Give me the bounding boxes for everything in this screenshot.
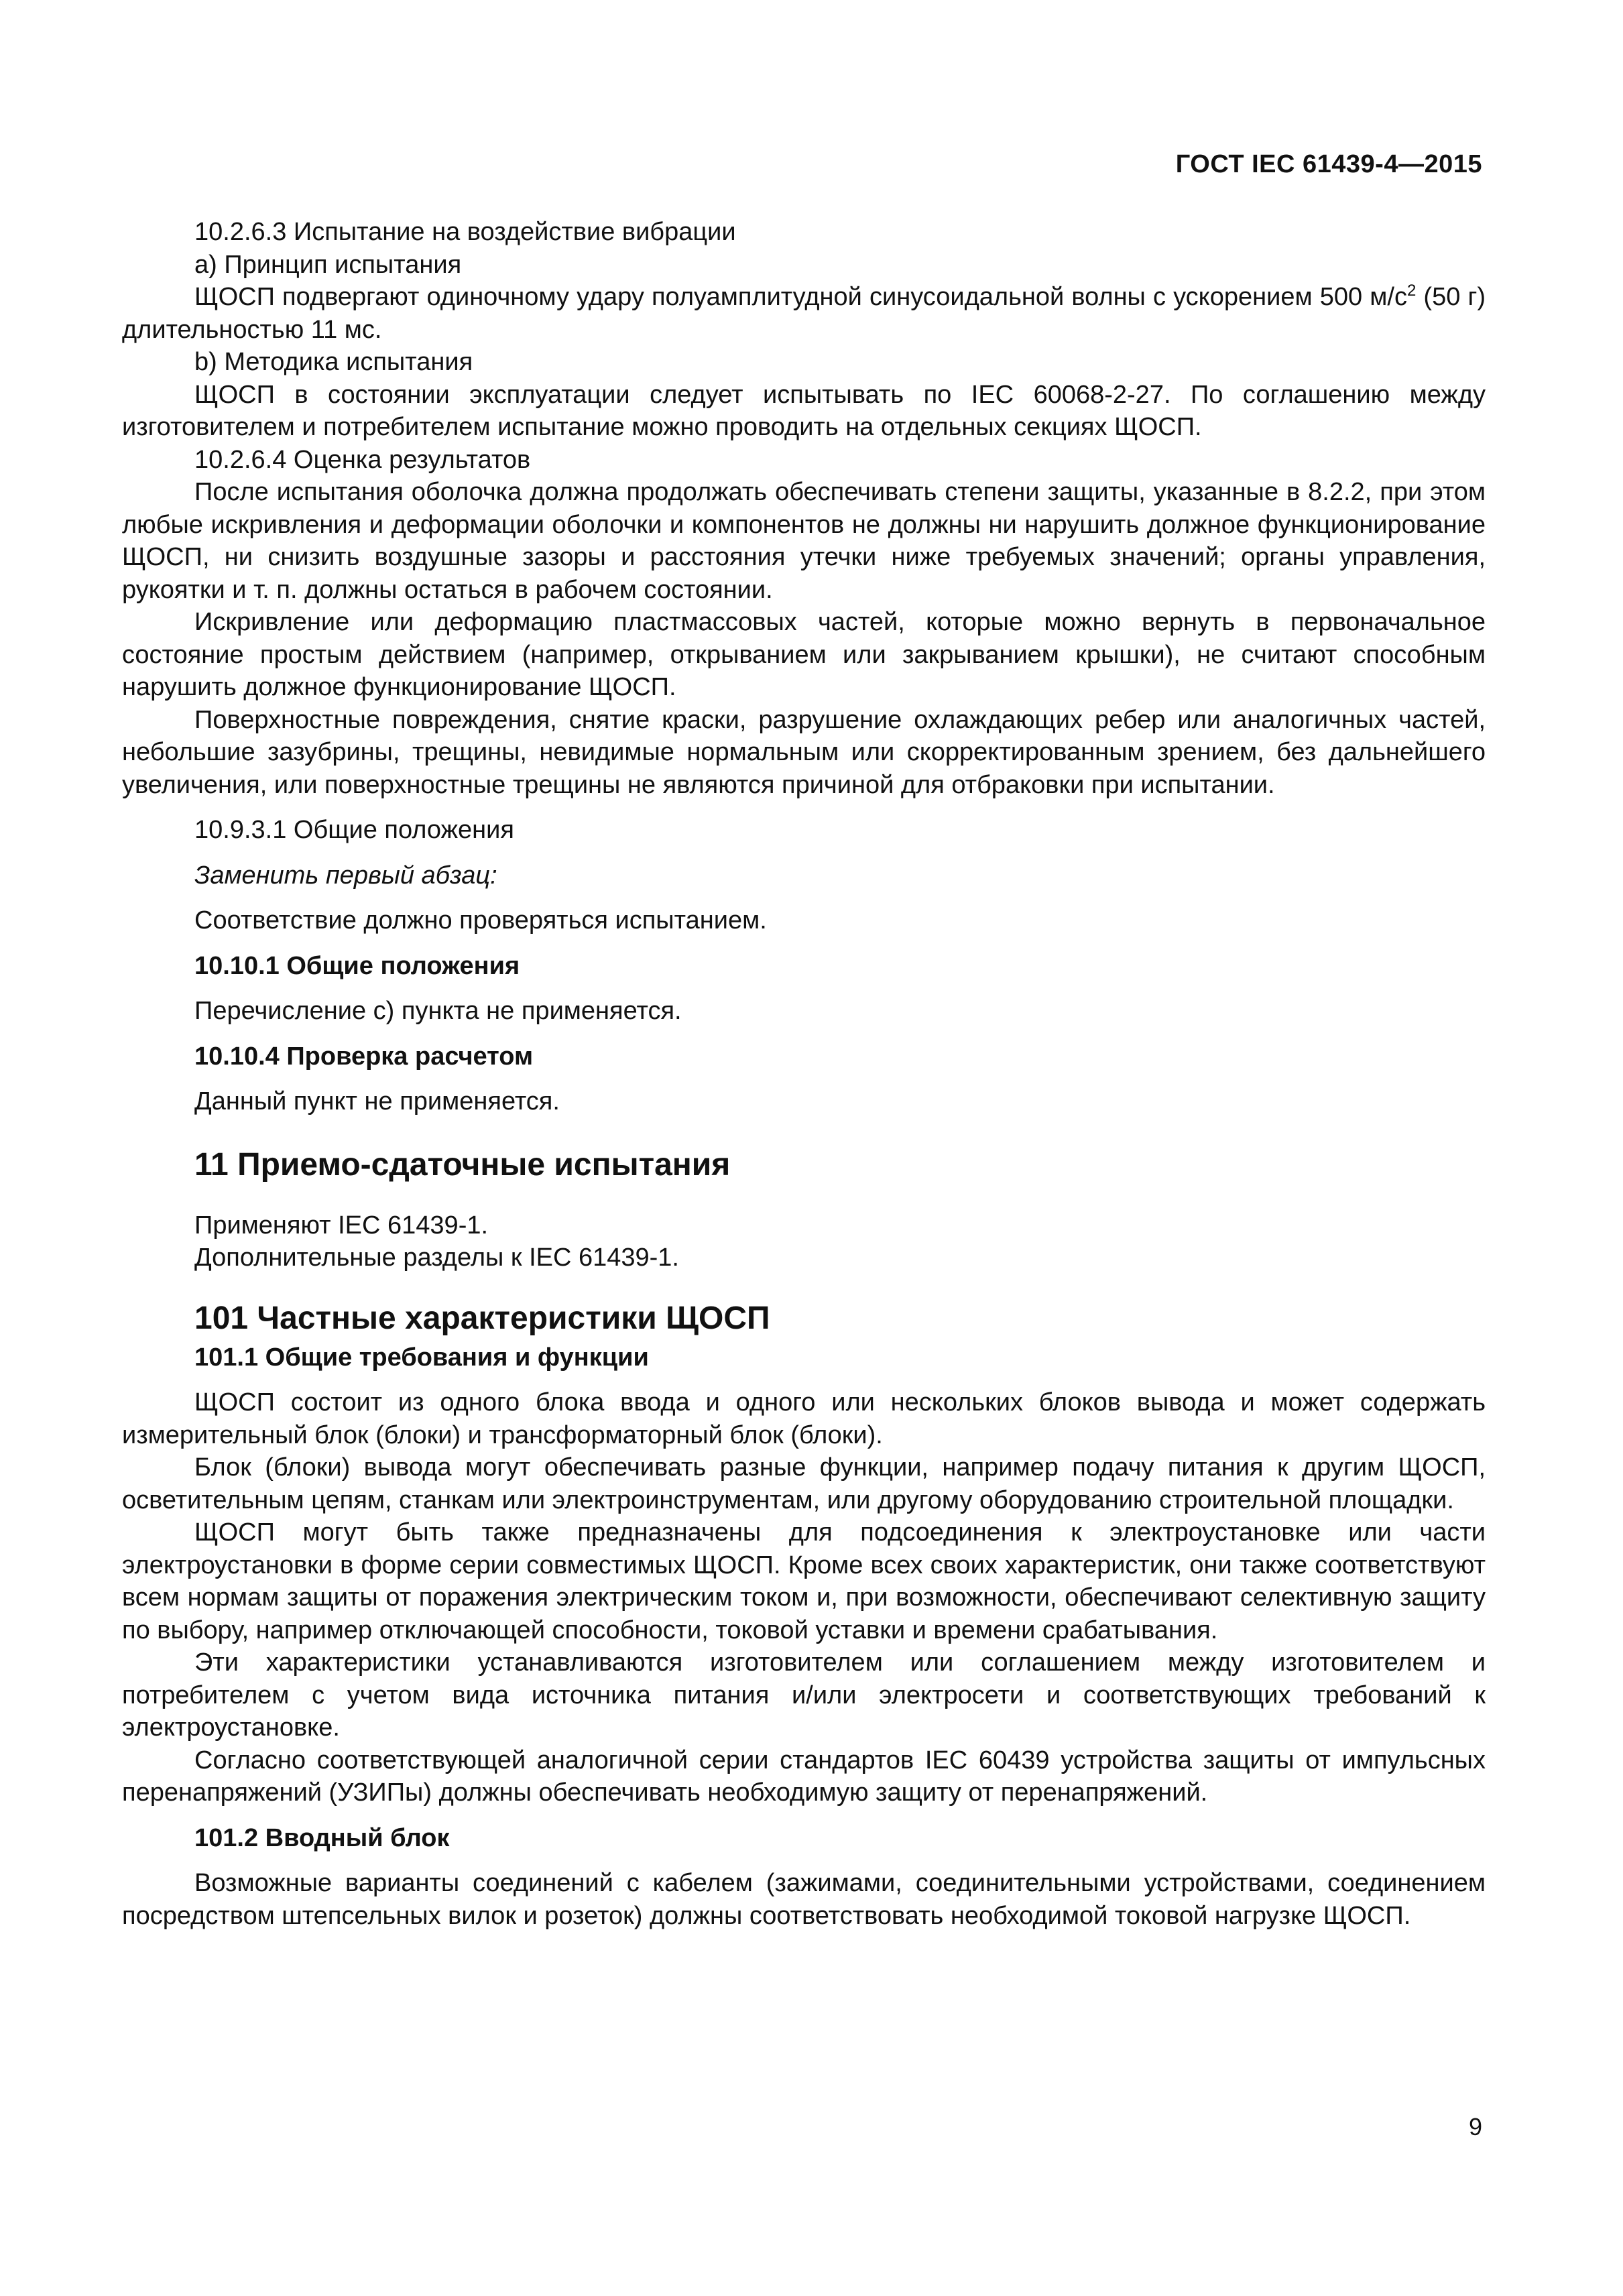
paragraph: Искривление или деформацию пластмассовых частей, которые можно вернуть в первоначальное состояние простым действием (например, открыванием или закрыванием крышки), не считают способным нарушить должное функционирование ЩОСП. (122, 608, 1486, 701)
clause-title: 10.2.6.3 Испытание на воздействие вибрации (194, 218, 736, 246)
paragraph: ЩОСП состоит из одного блока ввода и одного или нескольких блоков вывода и может содержать измерительный блок (блоки) и трансформаторный блок (блоки). (122, 1388, 1486, 1449)
paragraph: Согласно соответствующей аналогичной серии стандартов IEC 60439 устройства защиты от импульсных перенапряжений (УЗИПы) должны обеспечивать необходимую защиту от перенапряжений. (122, 1746, 1486, 1807)
paragraph: ЩОСП могут быть также предназначены для подсоединения к электроустановке или части электроустановки в форме серии совместимых ЩОСП. Кроме всех своих характеристик, они также соответствуют всем нормам защиты от поражения электрическим током и, при возможности, обеспечивают селективную защиту по выбору, например отключающей способности, токовой уставки и времени срабатывания. (122, 1518, 1486, 1644)
subclause-label: а) Принцип испытания (194, 250, 462, 279)
paragraph: Применяют IEC 61439-1. (194, 1211, 489, 1240)
paragraph: После испытания оболочка должна продолжать обеспечивать степени защиты, указанные в 8.2.2, при этом любые искривления и деформации оболочки и компонентов не должны ни нарушить должное функционирование ЩОСП, ни снизить воздушные зазоры и расстояния утечки ниже требуемых значений; органы управления, рукоятки и т. п. должны остаться в рабочем состоянии. (122, 478, 1486, 604)
paragraph: Блок (блоки) вывода могут обеспечивать разные функции, например подачу питания к другим ЩОСП, осветительным цепям, станкам или электроинструментам, или другому оборудованию строительной площадки. (122, 1453, 1486, 1514)
chapter-heading: 11 Приемо-сдаточные испытания (194, 1146, 731, 1183)
section-heading: 101.1 Общие требования и функции (194, 1343, 649, 1372)
text-fragment: ЩОСП подвергают одиночному удару полуамплитудной синусоидальной волны с ускорением 500 м/с (194, 283, 1407, 311)
chapter-heading: 101 Частные характеристики ЩОСП (194, 1300, 770, 1336)
clause-title: 10.9.3.1 Общие положения (194, 816, 514, 844)
paragraph: Возможные варианты соединений с кабелем (зажимами, соединительными устройствами, соединением посредством штепсельных вилок и розеток) должны соответствовать необходимой токовой нагрузке ЩОСП. (122, 1869, 1486, 1930)
page-content (122, 216, 1486, 1932)
text-fragment: (50 г) длительностью 11 мс. (122, 283, 1486, 344)
paragraph: Соответствие должно проверяться испытанием. (194, 906, 767, 934)
superscript: 2 (1406, 282, 1417, 300)
paragraph: Поверхностные повреждения, снятие краски, разрушение охлаждающих ребер или аналогичных частей, небольшие зазубрины, трещины, невидимые нормальным или скорректированным зрением, без дальнейшего увеличения, или поверхностные трещины не являются причиной для отбраковки при испытании. (122, 705, 1486, 799)
subclause-label: b) Методика испытания (194, 348, 473, 376)
paragraph (122, 281, 1486, 346)
page-number: 9 (1468, 2113, 1482, 2140)
standard-header: ГОСТ IEC 61439-4—2015 (1175, 150, 1482, 178)
section-heading: 10.10.4 Проверка расчетом (194, 1042, 534, 1071)
paragraph: Перечисление с) пункта не применяется. (194, 997, 682, 1025)
amendment-instruction: Заменить первый абзац: (194, 861, 497, 890)
paragraph: Эти характеристики устанавливаются изготовителем или соглашением между изготовителем и потребителем с учетом вида источника питания и/или электросети и соответствующих требований к электроустановке. (122, 1648, 1486, 1742)
paragraph: Дополнительные разделы к IEC 61439-1. (194, 1244, 679, 1272)
paragraph: ЩОСП в состоянии эксплуатации следует испытывать по IEC 60068-2-27. По соглашению между изготовителем и потребителем испытание можно проводить на отдельных секциях ЩОСП. (122, 380, 1486, 441)
section-heading: 101.2 Вводный блок (194, 1823, 450, 1852)
clause-title: 10.2.6.4 Оценка результатов (194, 445, 531, 474)
paragraph: Данный пункт не применяется. (194, 1087, 560, 1115)
section-heading: 10.10.1 Общие положения (194, 951, 520, 980)
